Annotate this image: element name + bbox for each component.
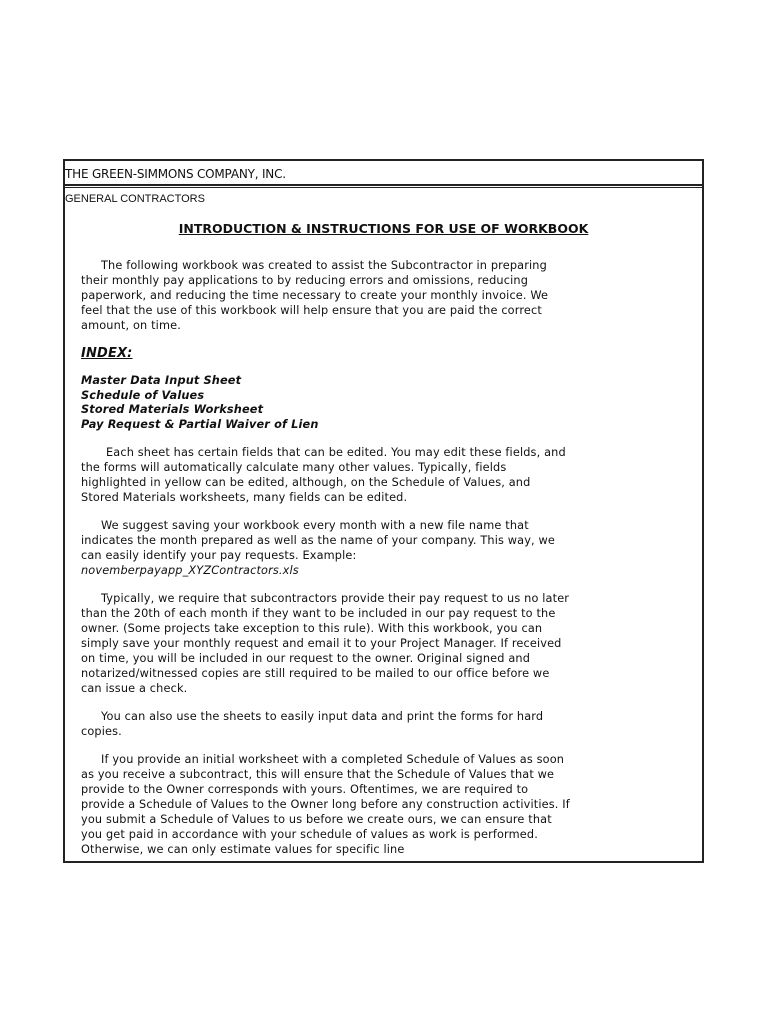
workbook-sheet: [63, 159, 704, 863]
editable-fields-paragraph: Each sheet has certain fields that can be edited. You may edit these fields, and the forms will automatically calculate many other values. Typically, fields highlighted in yellow can be edited, although, on the Schedule of Values, and Stored Materials worksheets, many fields can be edited.: [81, 446, 566, 504]
index-list: [81, 374, 571, 432]
header-rule-bottom: [65, 187, 702, 188]
hard-copies-paragraph: You can also use the sheets to easily input data and print the forms for hard copies.: [81, 710, 544, 738]
header-rule-top: [65, 184, 702, 186]
saving-paragraph: [81, 518, 571, 578]
index-item-stored-materials: Stored Materials Worksheet: [81, 403, 264, 416]
index-item-schedule-of-values: Schedule of Values: [81, 388, 205, 402]
company-subtitle: GENERAL CONTRACTORS: [65, 193, 205, 205]
index-item-pay-request: Pay Request & Partial Waiver of Lien: [81, 417, 319, 431]
intro-paragraph: The following workbook was created to assist the Subcontractor in preparing their monthly pay applications to by reducing errors and omissions, reducing paperwork, and reducing the time necessary to create your monthly invoice. We feel that the use of this workbook will help ensure that you are paid the correct amount, on time.: [81, 259, 549, 332]
deadline-paragraph: Typically, we require that subcontractors provide their pay request to us no later than the 20th of each month if they want to be included in our pay request to the owner. (Some projects take exception to this rule). With this workbook, you can simply save your monthly request and email it to your Project Manager. If received on time, you will be included in our request to the owner. Original signed and notarized/witnessed copies are still required to be mailed to our office before we can issue a check.: [81, 592, 570, 695]
saving-text: We suggest saving your workbook every month with a new file name that indicates the month prepared as well as the name of your company. This way, we can easily identify your pay requests. Example:: [81, 519, 556, 562]
schedule-paragraph: If you provide an initial worksheet with a completed Schedule of Values as soon as you receive a subcontract, this will ensure that the Schedule of Values that we provide to the Owner corresponds with yours. Oftentimes, we are required to provide a Schedule of Values to the Owner long before any construction activities. If you submit a Schedule of Values to us before we create ours, we can ensure that you get paid in accordance with your schedule of values as work is performed. Otherwise, we can only estimate values for specific line: [81, 753, 570, 856]
instructions-body: [81, 258, 571, 863]
index-item-master-data: Master Data Input Sheet: [81, 374, 242, 387]
index-heading: INDEX:: [81, 346, 133, 361]
example-filename: novemberpayapp_XYZContractors.xls: [81, 564, 299, 577]
company-name: THE GREEN-SIMMONS COMPANY, INC.: [65, 167, 286, 181]
page-title: INTRODUCTION & INSTRUCTIONS FOR USE OF WORKBOOK: [178, 221, 589, 236]
